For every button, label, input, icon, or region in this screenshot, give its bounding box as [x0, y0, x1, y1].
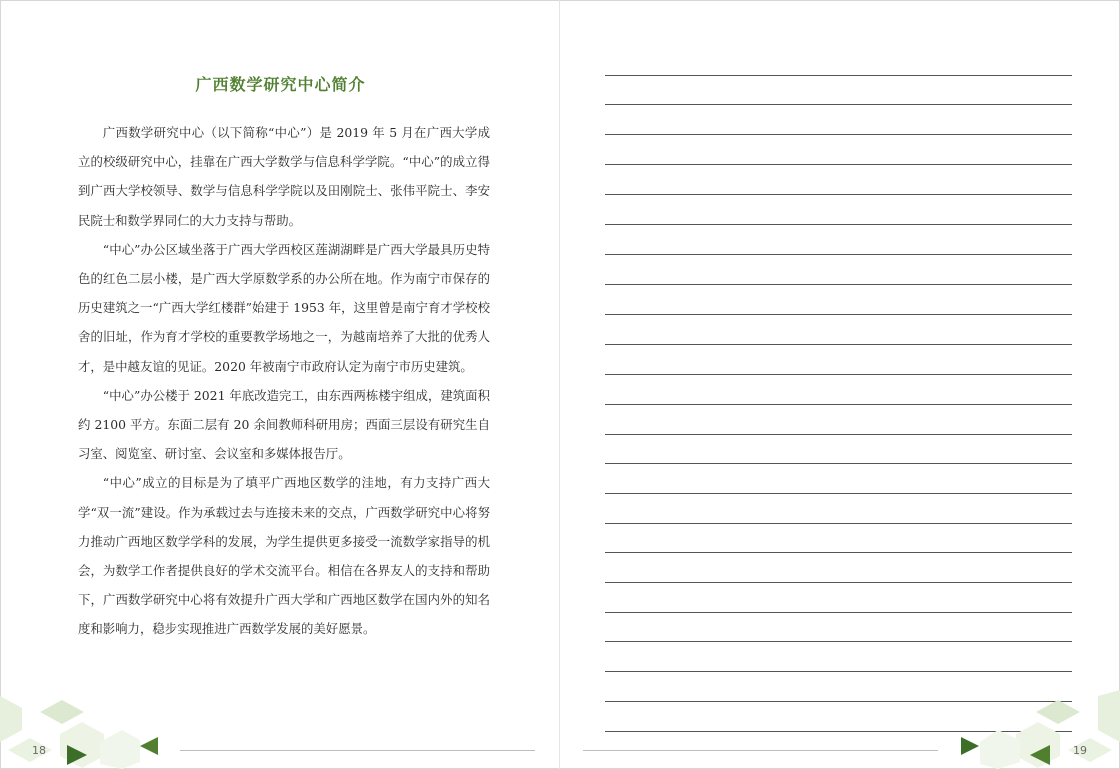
ruled-line: [605, 164, 1072, 165]
ruled-line: [605, 284, 1072, 285]
page-number: 19: [1073, 744, 1087, 757]
ruled-line: [605, 224, 1072, 225]
ruled-line: [605, 582, 1072, 583]
ruled-line: [605, 134, 1072, 135]
ruled-line: [605, 641, 1072, 642]
ruled-line: [605, 463, 1072, 464]
page-title: 广西数学研究中心简介: [195, 75, 366, 94]
ruled-line: [605, 104, 1072, 105]
triangle-left-icon: [1030, 745, 1050, 765]
ruled-line: [605, 434, 1072, 435]
ruled-line: [605, 404, 1072, 405]
ruled-line: [605, 344, 1072, 345]
ruled-line: [605, 493, 1072, 494]
paragraph: “中心”办公区域坐落于广西大学西校区莲湖湖畔是广西大学最具历史特色的红色二层小楼，是广西大学原数学系的办公所在地。作为南宁市保存的历史建筑之一“广西大学红楼群”始建于 1953 年，这里曾是南宁育才学校校舍的旧址，作为育才学校的重要教学场地之一，为越南培养了大批的优秀人才，是中越友谊的见证。2020 年被南宁市政府认定为南宁市历史建筑。: [78, 241, 490, 374]
ruled-line: [605, 523, 1072, 524]
paragraph: 广西数学研究中心（以下简称“中心”）是 2019 年 5 月在广西大学成立的校级研究中心，挂靠在广西大学数学与信息科学学院。“中心”的成立得到广西大学校领导、数学与信息科学学院以及田刚院士、张伟平院士、李安民院士和数学界同仁的大力支持与帮助。: [78, 125, 490, 228]
hexagon-pattern-right: [980, 690, 1120, 769]
triangle-right-icon: [961, 737, 979, 755]
paragraph: “中心”办公楼于 2021 年底改造完工，由东西两栋楼宇组成，建筑面积约 2100 平方。东面二层有 20 余间教师科研用房；西面三层设有研究生自习室、阅览室、研讨室、会议室和多媒体报告厅。: [78, 387, 490, 462]
paragraph: “中心”成立的目标是为了填平广西地区数学的洼地，有力支持广西大学“双一流”建设。作为承载过去与连接未来的交点，广西数学研究中心将努力推动广西地区数学学科的发展，为学生提供更多接受一流数学家指导的机会，为数学工作者提供良好的学术交流平台。相信在各界友人的支持和帮助下，广西数学研究中心将有效提升广西大学和广西地区数学在国内外的知名度和影响力，稳步实现推进广西数学发展的美好愿景。: [78, 475, 490, 637]
footer-rule: [583, 750, 938, 751]
triangle-left-icon: [140, 737, 158, 755]
book-spine: [559, 0, 560, 769]
body-text: [78, 118, 490, 644]
ruled-line: [605, 612, 1072, 613]
ruled-line: [605, 75, 1072, 76]
triangle-right-icon: [67, 745, 87, 765]
ruled-line: [605, 314, 1072, 315]
footer-rule: [180, 750, 535, 751]
ruled-line: [605, 552, 1072, 553]
ruled-line: [605, 254, 1072, 255]
page-number: 18: [32, 744, 46, 757]
ruled-line: [605, 374, 1072, 375]
ruled-line: [605, 671, 1072, 672]
ruled-line: [605, 194, 1072, 195]
